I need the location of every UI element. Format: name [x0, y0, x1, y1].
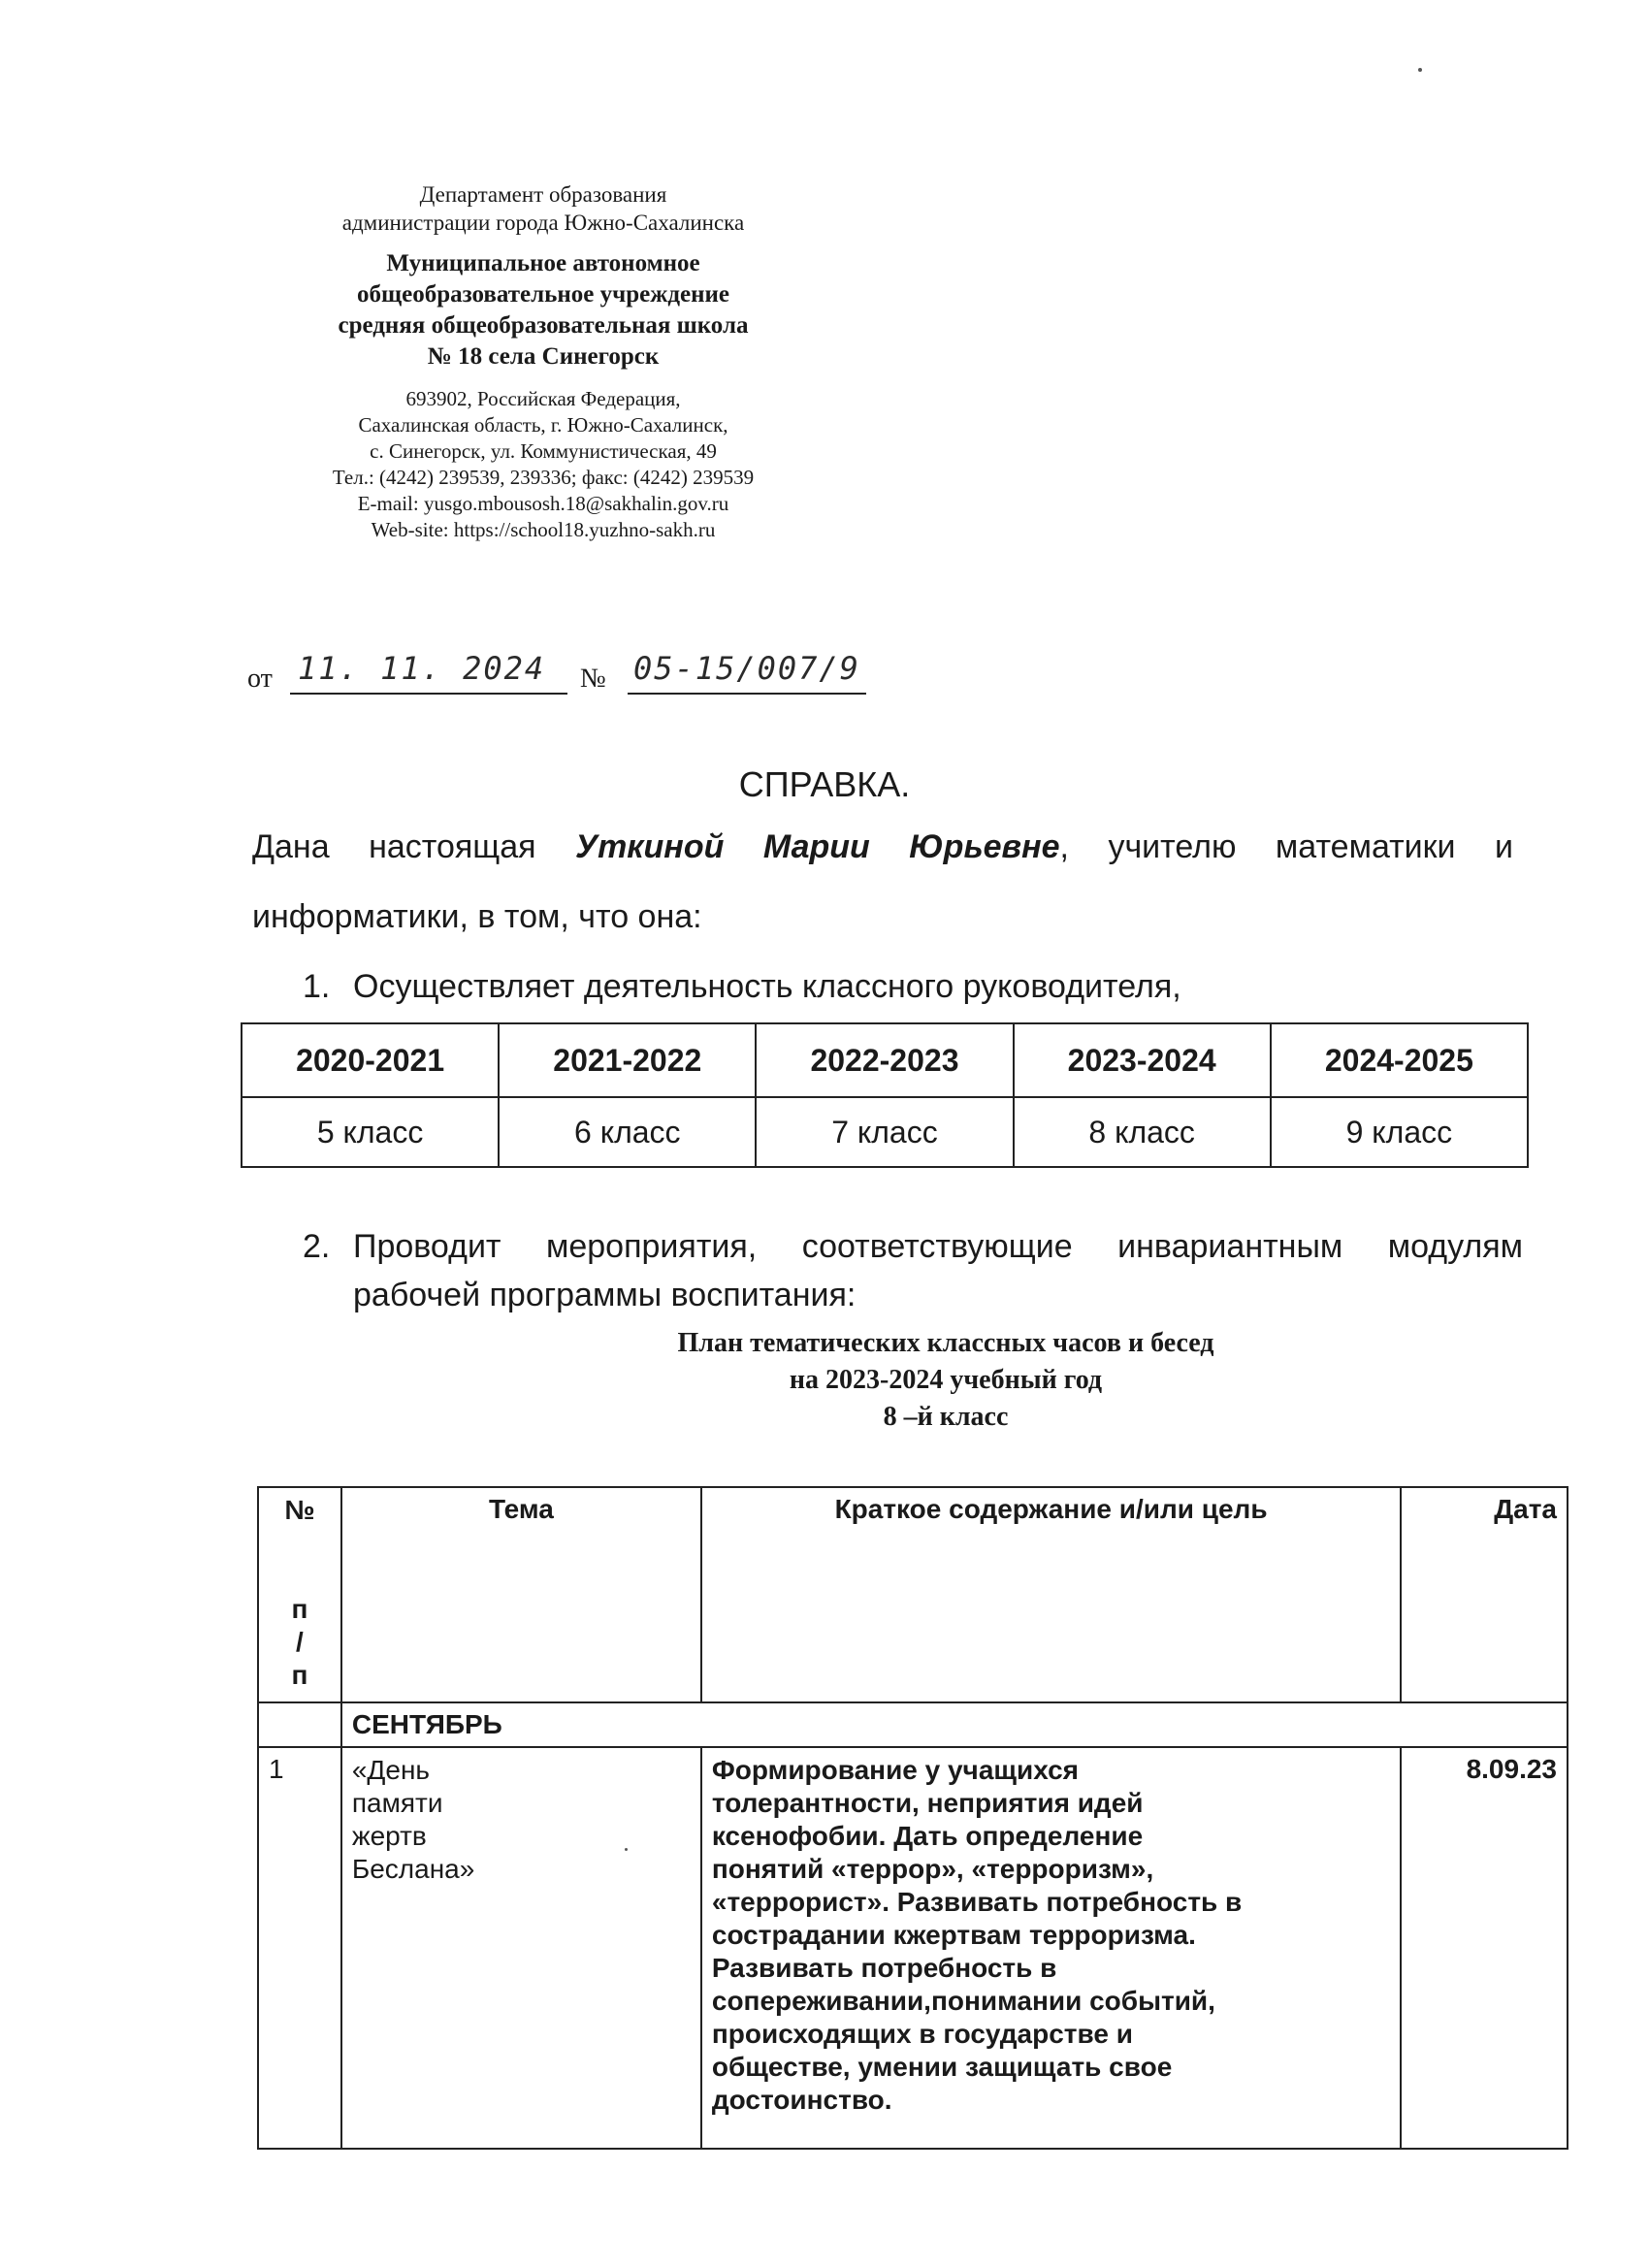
- plan-title: [0, 1325, 1649, 1436]
- table-row: [258, 1747, 1568, 2149]
- letterhead: [223, 180, 863, 543]
- intro-part-1: Дана настоящая: [252, 828, 576, 865]
- row-description: [701, 1747, 1401, 2149]
- teacher-name: Уткиной Марии Юрьевне: [575, 828, 1060, 865]
- table-header-row: [242, 1023, 1528, 1097]
- class-cell: 7 класс: [756, 1097, 1013, 1167]
- month-label: СЕНТЯБРЬ: [341, 1702, 1568, 1747]
- list-number-2: 2.: [303, 1228, 331, 1265]
- number-header-p1: п: [291, 1594, 308, 1624]
- document-date: 11. 11. 2024: [290, 650, 567, 695]
- month-row: [258, 1702, 1568, 1747]
- list-item-1: [303, 968, 1181, 1006]
- row-number: 1: [258, 1747, 341, 2149]
- organization-line-1: Муниципальное автономное: [386, 250, 700, 276]
- address-line-2: Сахалинская область, г. Южно-Сахалинск,: [358, 413, 728, 437]
- class-cell: 6 класс: [499, 1097, 756, 1167]
- organization-line-4: № 18 села Синегорск: [427, 343, 660, 370]
- number-header-symbol: №: [284, 1495, 315, 1525]
- address-line-3: с. Синегорск, ул. Коммунистическая, 49: [370, 439, 717, 463]
- number-label: №: [580, 664, 606, 694]
- row-description-text: Формирование у учащихся толерантности, неприятия идей ксенофобии. Дать определение понятий «террор», «терроризм», «террорист». Развивать потребность в сострадании кжертвам терроризма. Развивать потребность в сопереживании,понимании событий, происходящих в государстве и обществе, умении защищать свое достоинство.: [711, 1755, 1243, 2115]
- document-number: 05-15/007/9: [628, 650, 866, 695]
- list-item-2: [303, 1228, 1523, 1266]
- description-header: Краткое содержание и/или цель: [701, 1487, 1401, 1702]
- plan-title-line-1: План тематических классных часов и бесед: [677, 1328, 1214, 1358]
- date-header: Дата: [1401, 1487, 1568, 1702]
- month-row-empty-cell: [258, 1702, 341, 1747]
- row-topic: [341, 1747, 701, 2149]
- intro-line-1: [252, 828, 1513, 866]
- number-header: [258, 1487, 341, 1702]
- department-line-1: Департамент образования: [419, 182, 667, 207]
- website-line: Web-site: https://school18.yuzhno-sakh.ru: [371, 518, 716, 541]
- organization-name: [223, 248, 863, 373]
- list-item-2-line-1: Проводит мероприятия, соответствующие инвариантным модулям: [353, 1228, 1523, 1265]
- list-item-1-text: Осуществляет деятельность классного руководителя,: [353, 968, 1181, 1005]
- document-title: СПРАВКА.: [738, 764, 911, 804]
- plan-table: [257, 1486, 1568, 2150]
- phone-line: Тел.: (4242) 239539, 239336; факс: (4242) 239539: [332, 466, 755, 489]
- plan-title-line-3: 8 –й класс: [883, 1402, 1009, 1432]
- email-line: E-mail: yusgo.mbousosh.18@sakhalin.gov.ru: [357, 492, 729, 515]
- reference-line: [247, 650, 926, 698]
- topic-header: Тема: [341, 1487, 701, 1702]
- intro-line-2: информатики, в том, что она:: [252, 898, 702, 935]
- number-header-p2: п: [291, 1660, 308, 1690]
- number-header-slash: /: [296, 1627, 304, 1657]
- class-cell: 9 класс: [1271, 1097, 1528, 1167]
- scan-speck: [1418, 68, 1422, 72]
- table-header-row: [258, 1487, 1568, 1702]
- organization-line-2: общеобразовательное учреждение: [357, 281, 729, 308]
- address-line-1: 693902, Российская Федерация,: [405, 387, 681, 410]
- address-block: [223, 386, 863, 543]
- from-label: от: [247, 664, 273, 694]
- scan-speck: [625, 1848, 628, 1851]
- year-header-cell: 2023-2024: [1014, 1023, 1271, 1097]
- department-line-2: администрации города Южно-Сахалинска: [341, 211, 745, 235]
- year-header-cell: 2022-2023: [756, 1023, 1013, 1097]
- class-years-table: [241, 1022, 1529, 1168]
- row-date: 8.09.23: [1401, 1747, 1568, 2149]
- intro-part-2: , учителю математики и: [1059, 828, 1513, 865]
- plan-title-line-2: на 2023-2024 учебный год: [789, 1365, 1103, 1395]
- list-item-2-line-2: рабочей программы воспитания:: [353, 1277, 857, 1313]
- year-header-cell: 2024-2025: [1271, 1023, 1528, 1097]
- organization-line-3: средняя общеобразовательная школа: [338, 312, 749, 339]
- year-header-cell: 2020-2021: [242, 1023, 499, 1097]
- list-number-1: 1.: [303, 968, 331, 1005]
- class-cell: 8 класс: [1014, 1097, 1271, 1167]
- year-header-cell: 2021-2022: [499, 1023, 756, 1097]
- row-topic-text: «День памяти жертв Беслана»: [351, 1755, 475, 1884]
- table-row: [242, 1097, 1528, 1167]
- class-cell: 5 класс: [242, 1097, 499, 1167]
